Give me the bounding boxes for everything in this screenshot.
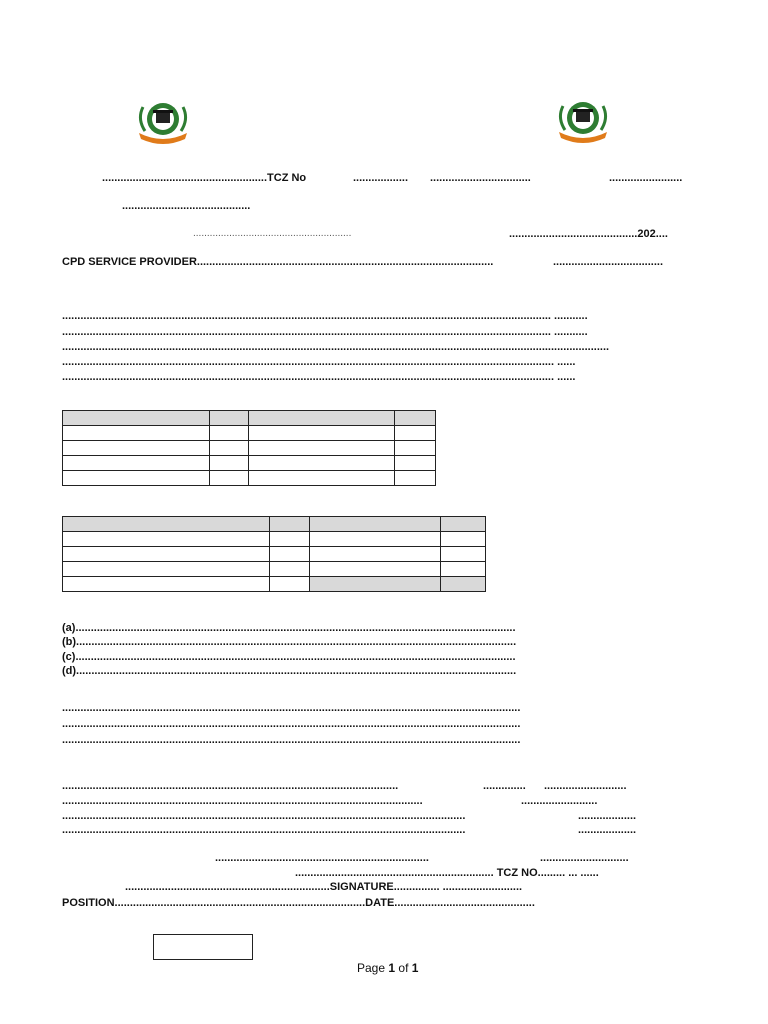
item-a: (a)................................................................................................................................................	[62, 622, 516, 634]
table-header-row	[63, 411, 436, 426]
declaration-line: ......................................................................................................................	[62, 795, 423, 807]
stamp-box[interactable]	[153, 934, 253, 960]
table-header-row	[63, 517, 486, 532]
declaration-line: .........................	[521, 795, 598, 807]
tcz-no-line-b: ..................	[353, 172, 409, 184]
item-b: (b)................................................................................................................................................	[62, 636, 517, 648]
table-row	[63, 532, 486, 547]
tcz-no-line-d: ........................	[609, 172, 683, 184]
comment-line: ......................................................................................................................................................	[62, 702, 521, 714]
of-word: of	[398, 961, 409, 975]
declaration-line: ...................	[578, 810, 637, 822]
table-row	[63, 562, 486, 577]
address-line: ..........................................	[122, 200, 251, 212]
declaration-line: ....................................................................................................................................	[62, 810, 466, 822]
reference-line: .........................................................	[193, 228, 352, 239]
tcz-no-signatory-line: ................................................................. TCZ NO......... ... ......	[295, 867, 599, 879]
page-word: Page	[357, 961, 386, 975]
cpd-service-provider-tail: ....................................	[553, 256, 664, 268]
date-line: ..........................................202....	[509, 228, 668, 240]
tcz-crest-logo-left	[131, 97, 195, 145]
tcz-no-line-c: .................................	[430, 172, 531, 184]
table-row	[63, 441, 436, 456]
paragraph-line: ................................................................................................................................................................. ......	[62, 371, 576, 383]
page-footer	[357, 961, 418, 975]
table-row	[63, 426, 436, 441]
paragraph-line: ................................................................................................................................................................ ...........	[62, 326, 588, 338]
declaration-line: ...................	[578, 824, 637, 836]
table-row	[63, 547, 486, 562]
table-row	[63, 471, 436, 486]
table-row	[63, 456, 436, 471]
table-2	[62, 516, 486, 592]
item-d: (d)................................................................................................................................................	[62, 665, 517, 677]
comment-line: ......................................................................................................................................................	[62, 718, 521, 730]
declaration-line: ....................................................................................................................................	[62, 824, 466, 836]
declaration-line: ..............................................................................................................	[62, 780, 399, 792]
declaration-line: ..............	[483, 780, 526, 792]
signatory-date-line: .............................	[540, 852, 629, 864]
table-1	[62, 410, 436, 486]
comment-line: ......................................................................................................................................................	[62, 734, 521, 746]
item-c: (c)................................................................................................................................................	[62, 651, 516, 663]
tcz-no-line-a: ......................................................TCZ No	[102, 172, 307, 184]
tcz-crest-logo-right	[551, 96, 615, 144]
signature-line: ...................................................................SIGNATURE............... ..........................	[125, 881, 523, 893]
page-total: 1	[411, 961, 419, 975]
page-number: 1	[388, 961, 396, 975]
paragraph-line: ................................................................................................................................................................. ......	[62, 356, 576, 368]
table-row	[63, 577, 486, 592]
position-date-line: POSITION..................................................................................DATE..............................................	[62, 897, 535, 909]
cpd-service-provider-line: CPD SERVICE PROVIDER.................................................................................................	[62, 256, 494, 268]
paragraph-line: ................................................................................................................................................................ ...........	[62, 310, 588, 322]
signatory-name-line: ......................................................................	[215, 852, 429, 864]
declaration-line: ...........................	[544, 780, 627, 792]
paragraph-line: ...................................................................................................................................................................................	[62, 341, 610, 353]
